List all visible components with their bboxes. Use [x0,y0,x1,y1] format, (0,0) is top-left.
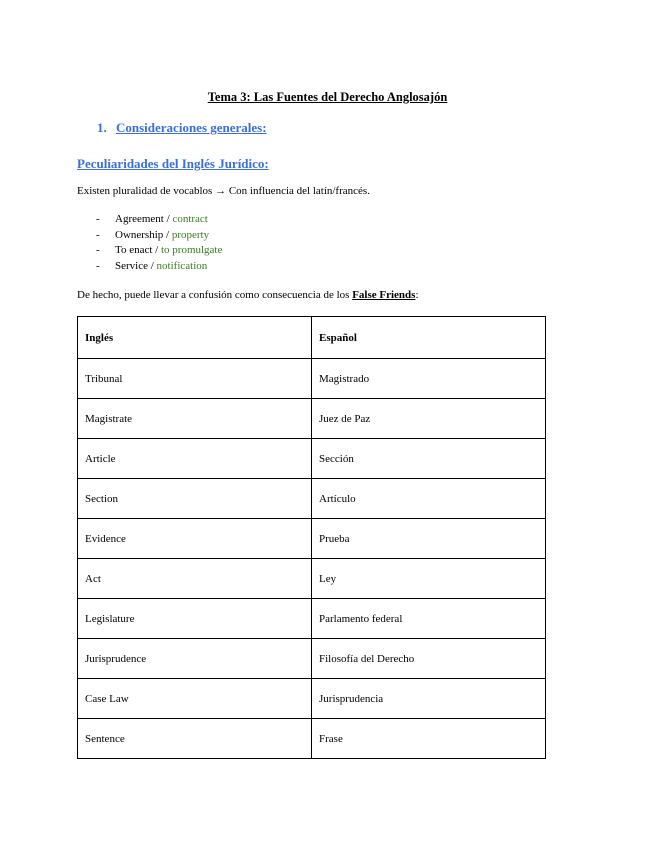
cell-spanish: Jurisprudencia [312,679,546,719]
translation: property [171,228,210,241]
table-row [78,679,546,719]
table-row [78,639,546,679]
cell-spanish: Filosofía del Derecho [312,639,546,679]
paragraph-text: De hecho, puede llevar a confusión como consecuencia de los [77,289,353,301]
term: Ownership / [115,228,170,241]
bullet-dash: - [96,228,100,241]
list-item [96,259,222,275]
false-friends-paragraph [77,289,419,301]
paragraph-colon: : [415,289,419,301]
term: Service / [115,259,154,272]
false-friends-table [77,316,546,759]
bullet-dash: - [96,244,100,257]
translation: notification [156,259,208,272]
table-row [78,399,546,439]
cell-english: Section [78,479,312,519]
cell-english: Evidence [78,519,312,559]
cell-english: Case Law [78,679,312,719]
section-number: 1. [97,120,107,135]
table-row [78,719,546,759]
table-row [78,439,546,479]
list-item [96,212,222,228]
term: Agreement / [115,213,170,225]
intro-paragraph: Existen pluralidad de vocablos → Con influencia del latín/francés. [77,185,370,197]
cell-spanish: Sección [312,439,546,479]
cell-spanish: Juez de Paz [312,399,546,439]
vocabulary-list [96,212,222,274]
table-row [78,479,546,519]
false-friends-emphasis: False Friends [352,289,416,301]
table-row [78,359,546,399]
section-heading [97,120,267,136]
section-label: Consideraciones generales: [116,120,267,135]
document-title: Tema 3: Las Fuentes del Derecho Anglosajón [207,90,448,104]
cell-spanish: Frase [312,719,546,759]
cell-spanish: Prueba [312,519,546,559]
table-row [78,519,546,559]
translation: to promulgate [160,244,223,257]
header-cell-english: Inglés [78,317,312,359]
cell-english: Jurisprudence [78,639,312,679]
list-item [96,243,222,259]
list-item [96,228,222,244]
translation: contract [172,213,208,225]
table-row [78,559,546,599]
cell-spanish: Ley [312,559,546,599]
cell-spanish: Artículo [312,479,546,519]
term: To enact / [115,244,159,257]
table-header-row [78,317,546,359]
cell-english: Legislature [78,599,312,639]
cell-english: Article [78,439,312,479]
cell-english: Tribunal [78,359,312,399]
bullet-dash: - [96,213,100,225]
cell-spanish: Parlamento federal [312,599,546,639]
bullet-dash: - [96,259,100,272]
cell-english: Act [78,559,312,599]
subheading: Peculiaridades del Inglés Jurídico: [77,156,269,171]
cell-spanish: Magistrado [312,359,546,399]
header-cell-spanish: Español [312,317,546,359]
cell-english: Sentence [78,719,312,759]
table-row [78,599,546,639]
cell-english: Magistrate [78,399,312,439]
